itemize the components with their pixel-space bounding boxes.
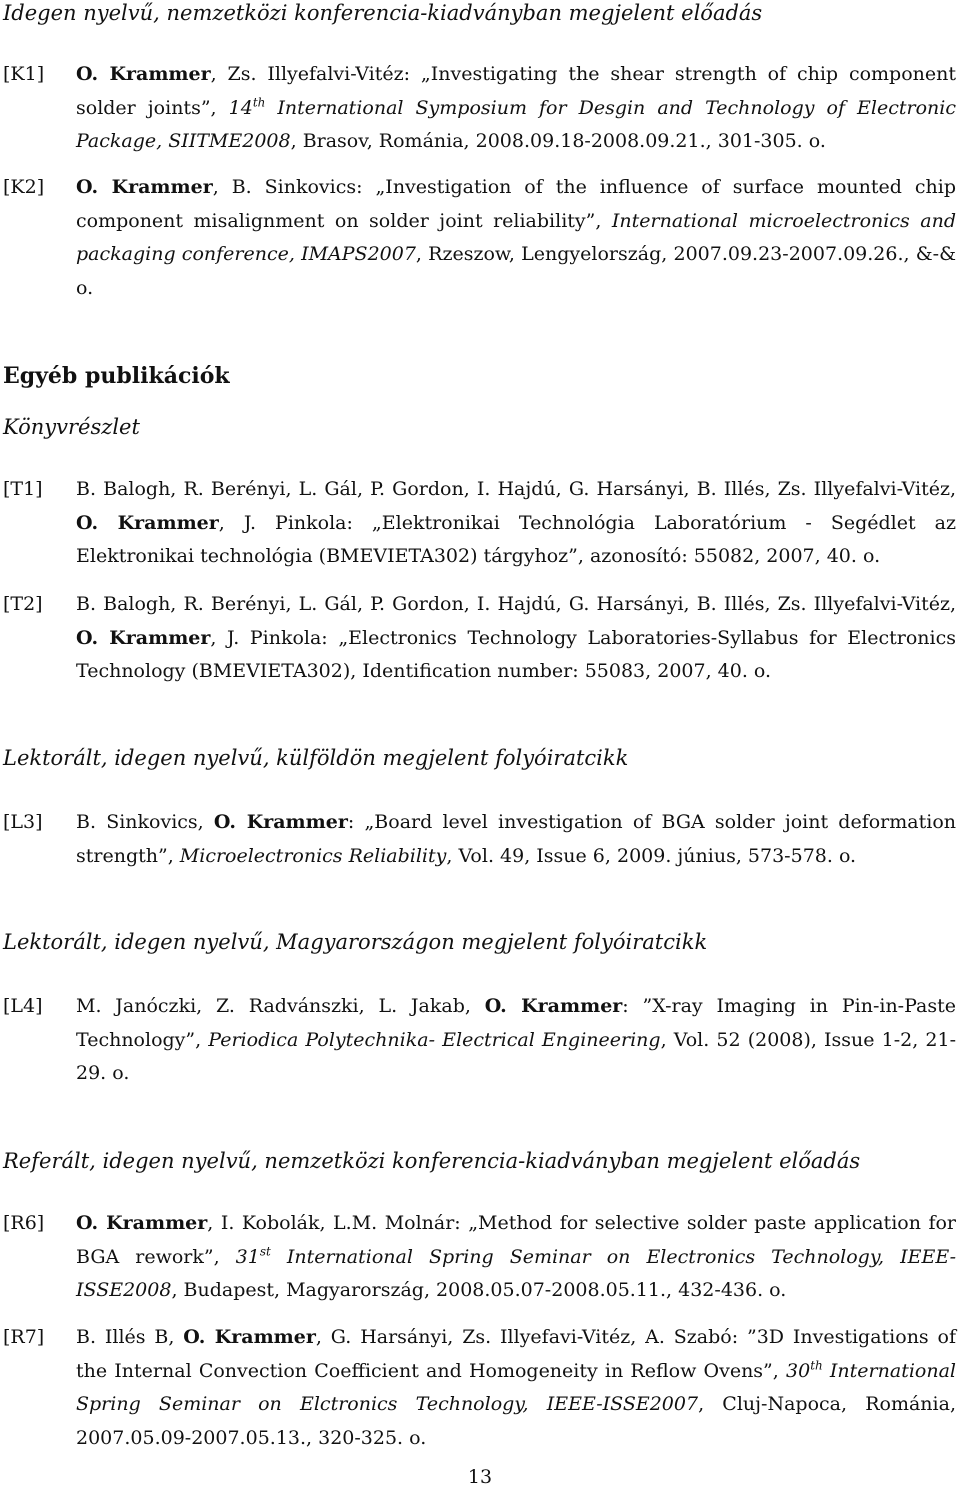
section-heading-refereed-conference: Referált, idegen nyelvű, nemzetközi konferencia-kiadványban megjelent előadás	[3, 1149, 861, 1173]
author-highlight: O. Krammer	[484, 995, 623, 1017]
author-highlight: O. Krammer	[76, 63, 211, 85]
author-highlight: O. Krammer	[213, 811, 348, 833]
journal-name: Microelectronics Reliability	[179, 844, 447, 867]
reference-text: B. Illés B, O. Krammer, G. Harsányi, Zs. Illyefavi-Vitéz, A. Szabó: ”3D Investigations of the Internal Convection Coefficient and Homogeneity in Reflow Ovens”, 30th International Spring Seminar on Elctronics Technology, IEEE-ISSE2007, Cluj-Napoca, Románia, 2007.05.09-2007.05.13., 320-325. o.	[76, 1326, 957, 1449]
author-highlight: O. Krammer	[183, 1326, 316, 1348]
author-highlight: O. Krammer	[76, 176, 213, 198]
reference-text: B. Sinkovics, O. Krammer: „Board level investigation of BGA solder joint deformation strength”, Microelectronics Reliability, Vol. 49, Issue 6, 2009. június, 573-578. o.	[76, 811, 956, 867]
reference-text: B. Balogh, R. Berényi, L. Gál, P. Gordon, I. Hajdú, G. Harsányi, B. Illés, Zs. Illyefalvi-Vitéz, O. Krammer, J. Pinkola: „Elektronikai Technológia Laboratórium - Segédlet az Elektronikai technológia (BMEVIETA302) tárgyhoz”, azonosító: 55082, 2007, 40. o.	[76, 478, 956, 567]
reference-tag: [K1]	[3, 63, 45, 85]
subsection-heading-book-chapter: Könyvrészlet	[3, 415, 140, 439]
journal-name: Periodica Polytechnika- Electrical Engineering	[208, 1028, 661, 1051]
venue-name: International Spring Seminar on Electronics Technology, IEEE-ISSE2008	[76, 1245, 956, 1301]
venue-name: International microelectronics and packaging conference, IMAPS2007	[76, 209, 956, 265]
reference-tag: [T2]	[3, 593, 43, 615]
reference-tag: [L4]	[3, 995, 43, 1017]
section-heading-reviewed-foreign-hungary: Lektorált, idegen nyelvű, Magyarországon megjelent folyóiratcikk	[3, 930, 708, 954]
reference-tag: [R6]	[3, 1212, 45, 1234]
author-highlight: O. Krammer	[76, 511, 219, 534]
reference-tag: [R7]	[3, 1326, 45, 1348]
section-heading-other-publications: Egyéb publikációk	[3, 363, 230, 389]
reference-tag: [L3]	[3, 811, 43, 833]
section-heading-conference-foreign: Idegen nyelvű, nemzetközi konferencia-kiadványban megjelent előadás	[3, 1, 763, 25]
reference-tag: [T1]	[3, 478, 43, 500]
reference-text: O. Krammer, I. Kobolák, L.M. Molnár: „Method for selective solder paste application for BGA rework”, 31st International Spring Seminar on Electronics Technology, IEEE-ISSE2008, Budapest, Magyarország, 2008.05.07-2008.05.11., 432-436. o.	[76, 1212, 957, 1301]
reference-text: B. Balogh, R. Berényi, L. Gál, P. Gordon, I. Hajdú, G. Harsányi, B. Illés, Zs. Illyefalvi-Vitéz, O. Krammer, J. Pinkola: „Electronics Technology Laboratories-Syllabus for Electronics Technology (BMEVIETA302), Identification number: 55083, 2007, 40. o.	[76, 593, 956, 682]
author-highlight: O. Krammer	[76, 626, 211, 649]
venue-name: International Symposium for Desgin and Technology of Electronic Package, SIITME2008	[76, 96, 956, 152]
venue-name: International Spring Seminar on Elctronics Technology, IEEE-ISSE2007	[76, 1359, 956, 1415]
reference-text: O. Krammer, B. Sinkovics: „Investigation of the influence of surface mounted chip component misalignment on solder joint reliability”, International microelectronics and packaging conference, IMAPS2007, Rzeszow, Lengyelország, 2007.09.23-2007.09.26., &-& o.	[76, 176, 957, 299]
reference-tag: [K2]	[3, 176, 45, 198]
author-highlight: O. Krammer	[76, 1212, 208, 1234]
reference-text: O. Krammer, Zs. Illyefalvi-Vitéz: „Investigating the shear strength of chip component solder joints”, 14th International Symposium for Desgin and Technology of Electronic Package, SIITME2008, Brasov, Románia, 2008.09.18-2008.09.21., 301-305. o.	[76, 63, 956, 152]
page-number: 13	[467, 1466, 493, 1488]
reference-text: M. Janóczki, Z. Radvánszki, L. Jakab, O. Krammer: ”X-ray Imaging in Pin-in-Paste Technology”, Periodica Polytechnika- Electrical Engineering, Vol. 52 (2008), Issue 1-2, 21-29. o.	[76, 995, 957, 1084]
section-heading-reviewed-foreign-abroad: Lektorált, idegen nyelvű, külföldön megjelent folyóiratcikk	[3, 746, 629, 770]
